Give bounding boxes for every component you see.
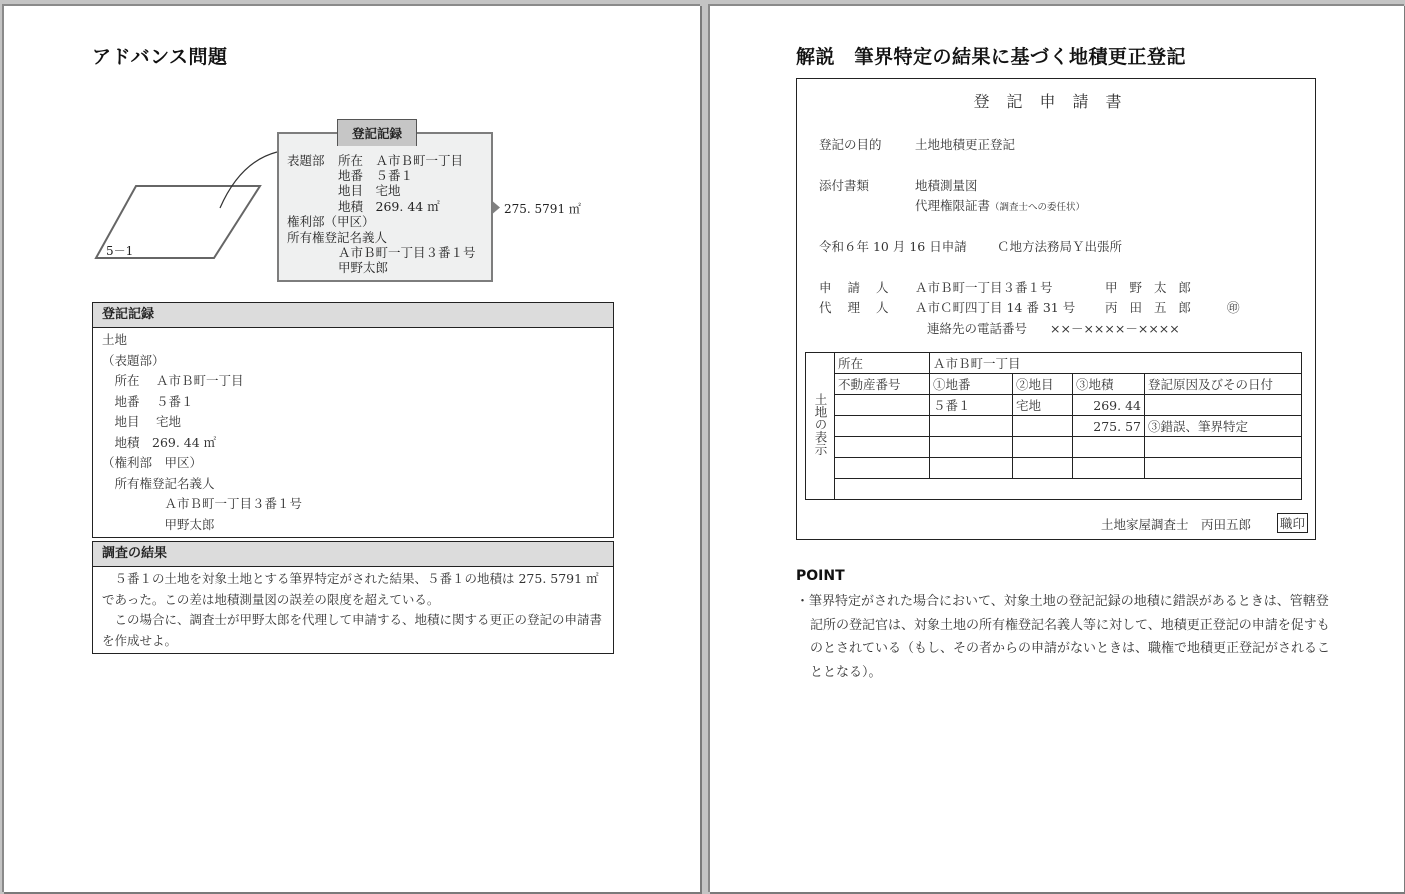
purpose-value: 土地地積更正登記	[915, 137, 1016, 152]
record-line: 甲野太郎	[102, 516, 215, 532]
table-cell	[1145, 395, 1302, 416]
callout-key: 所在	[338, 153, 364, 168]
point-heading: POINT	[796, 568, 845, 584]
survey-result-section	[92, 541, 614, 654]
official-seal: 職印	[1277, 513, 1308, 533]
table-cell: ③錯誤、筆界特定	[1145, 416, 1302, 437]
table-row	[806, 395, 1302, 416]
applicant-name: 甲 野 太 郎	[1105, 280, 1195, 295]
table-row	[806, 437, 1302, 458]
callout-key: 地目	[338, 183, 364, 198]
table-cell	[1013, 416, 1073, 437]
table-cell: Ａ市Ｂ町一丁目	[930, 353, 1302, 374]
attachment-item: 代理権限証書	[915, 198, 991, 213]
parcel-label: 5－1	[106, 244, 134, 258]
record-line: （表題部）	[102, 352, 165, 368]
table-header: ②地目	[1013, 374, 1073, 395]
left-page	[2, 4, 700, 892]
record-line: 所在 Ａ市Ｂ町一丁目	[102, 373, 244, 388]
point-text: 筆界特定がされた場合において、対象土地の登記記録の地積に錯誤があるときは、管轄登記所の登記官は、対象土地の所有権登記名義人等に対して、地積更正登記の申請を促すものとされている（もし、その者からの申請がないときは、職権で地積更正登記がされることとなる）。	[809, 594, 1331, 680]
callout-label: 権利部（甲区）	[287, 214, 375, 229]
agent-label: 代 理 人	[819, 300, 895, 315]
table-cell	[1013, 458, 1073, 479]
table-cell	[835, 479, 1302, 500]
callout-value: ５番１	[375, 168, 414, 183]
table-cell: ５番１	[930, 395, 1013, 416]
record-line: 地目 宅地	[102, 414, 181, 429]
attachment-item: 地積測量図	[915, 178, 978, 193]
registry-record-section	[92, 302, 614, 538]
application-form	[796, 78, 1316, 540]
table-cell	[835, 395, 930, 416]
purpose-label: 登記の目的	[819, 137, 882, 152]
table-cell	[835, 416, 930, 437]
leader-line	[220, 152, 277, 208]
phone-label: 連絡先の電話番号	[927, 321, 1028, 336]
agent-address: Ａ市Ｃ町四丁目 14 番 31 号	[915, 300, 1076, 315]
callout-key: 地積	[338, 199, 364, 214]
table-cell: 宅地	[1013, 395, 1073, 416]
applicant-address: Ａ市Ｂ町一丁目３番１号	[915, 280, 1053, 295]
bullet: ・	[796, 594, 810, 609]
application-date: 令和６年 10 月 16 日申請	[819, 239, 967, 254]
phone-value: ××－××××－××××	[1050, 321, 1180, 336]
vertical-label: 土地の表示	[813, 392, 828, 456]
surveyor-signature: 土地家屋調査士 丙田五郎	[1101, 517, 1252, 532]
record-line: Ａ市Ｂ町一丁目３番１号	[102, 496, 303, 511]
table-cell	[835, 458, 930, 479]
table-row	[806, 479, 1302, 500]
land-display-table	[805, 352, 1302, 500]
table-cell: 275. 57	[1073, 416, 1145, 437]
paragraph: この場合に、調査士が甲野太郎を代理して申請する、地積に関する更正の登記の申請書を作成せよ。	[102, 612, 603, 648]
table-header: 登記原因及びその日付	[1145, 374, 1302, 395]
section-heading: 調査の結果	[93, 541, 613, 567]
attachment-note: （調査士への委任状）	[990, 202, 1086, 213]
registry-office: Ｃ地方法務局Ｙ出張所	[997, 239, 1123, 254]
table-cell	[835, 437, 930, 458]
table-cell	[1145, 437, 1302, 458]
table-row	[806, 458, 1302, 479]
table-cell: 269. 44	[1073, 395, 1145, 416]
table-header: 不動産番号	[835, 374, 930, 395]
table-header: ③地積	[1073, 374, 1145, 395]
seal-icon: ㊞	[1227, 300, 1240, 315]
callout-value: Ａ市Ｂ町一丁目	[375, 153, 464, 168]
callout-key: 地番	[338, 168, 364, 183]
table-cell: 所在	[835, 353, 930, 374]
callout-value: 269. 44 ㎡	[375, 199, 440, 214]
record-line: 土地	[102, 332, 128, 347]
table-cell	[1013, 437, 1073, 458]
record-line: 地積 269. 44 ㎡	[102, 434, 217, 450]
land-display-label	[806, 353, 835, 500]
applicant-label: 申 請 人	[819, 280, 895, 295]
record-line: 所有権登記名義人	[102, 475, 215, 491]
paragraph: ５番１の土地を対象土地とする筆界特定がされた結果、５番１の地積は 275. 5791 ㎡であった。この差は地積測量図の誤差の限度を超えている。	[102, 571, 599, 607]
section-heading: 登記記録	[93, 302, 613, 328]
agent-name: 丙 田 五 郎	[1105, 300, 1195, 315]
callout-value: Ａ市Ｂ町一丁目３番１号	[338, 245, 476, 260]
table-cell	[930, 437, 1013, 458]
corrected-area-value: 275. 5791 ㎡	[504, 202, 581, 216]
callout-label: 表題部	[287, 153, 325, 168]
callout-value: 甲野太郎	[338, 260, 389, 275]
table-cell	[1073, 437, 1145, 458]
table-cell	[930, 458, 1013, 479]
point-body	[796, 590, 1330, 684]
callout-value: 宅地	[375, 183, 401, 198]
record-line: （権利部 甲区）	[102, 455, 203, 470]
callout-label: 所有権登記名義人	[287, 230, 388, 245]
table-row	[806, 416, 1302, 437]
attachments-label: 添付書類	[819, 178, 870, 193]
right-page	[708, 4, 1404, 892]
table-cell	[1145, 458, 1302, 479]
form-title: 登記申請書	[973, 92, 1139, 111]
table-header: ①地番	[930, 374, 1013, 395]
table-cell	[930, 416, 1013, 437]
record-line: 地番 ５番１	[102, 393, 194, 409]
table-cell	[1073, 458, 1145, 479]
registry-callout-tab: 登記記録	[337, 119, 417, 146]
page-title: 解説 筆界特定の結果に基づく地積更正登記	[796, 46, 1187, 68]
page-title: アドバンス問題	[92, 46, 228, 68]
